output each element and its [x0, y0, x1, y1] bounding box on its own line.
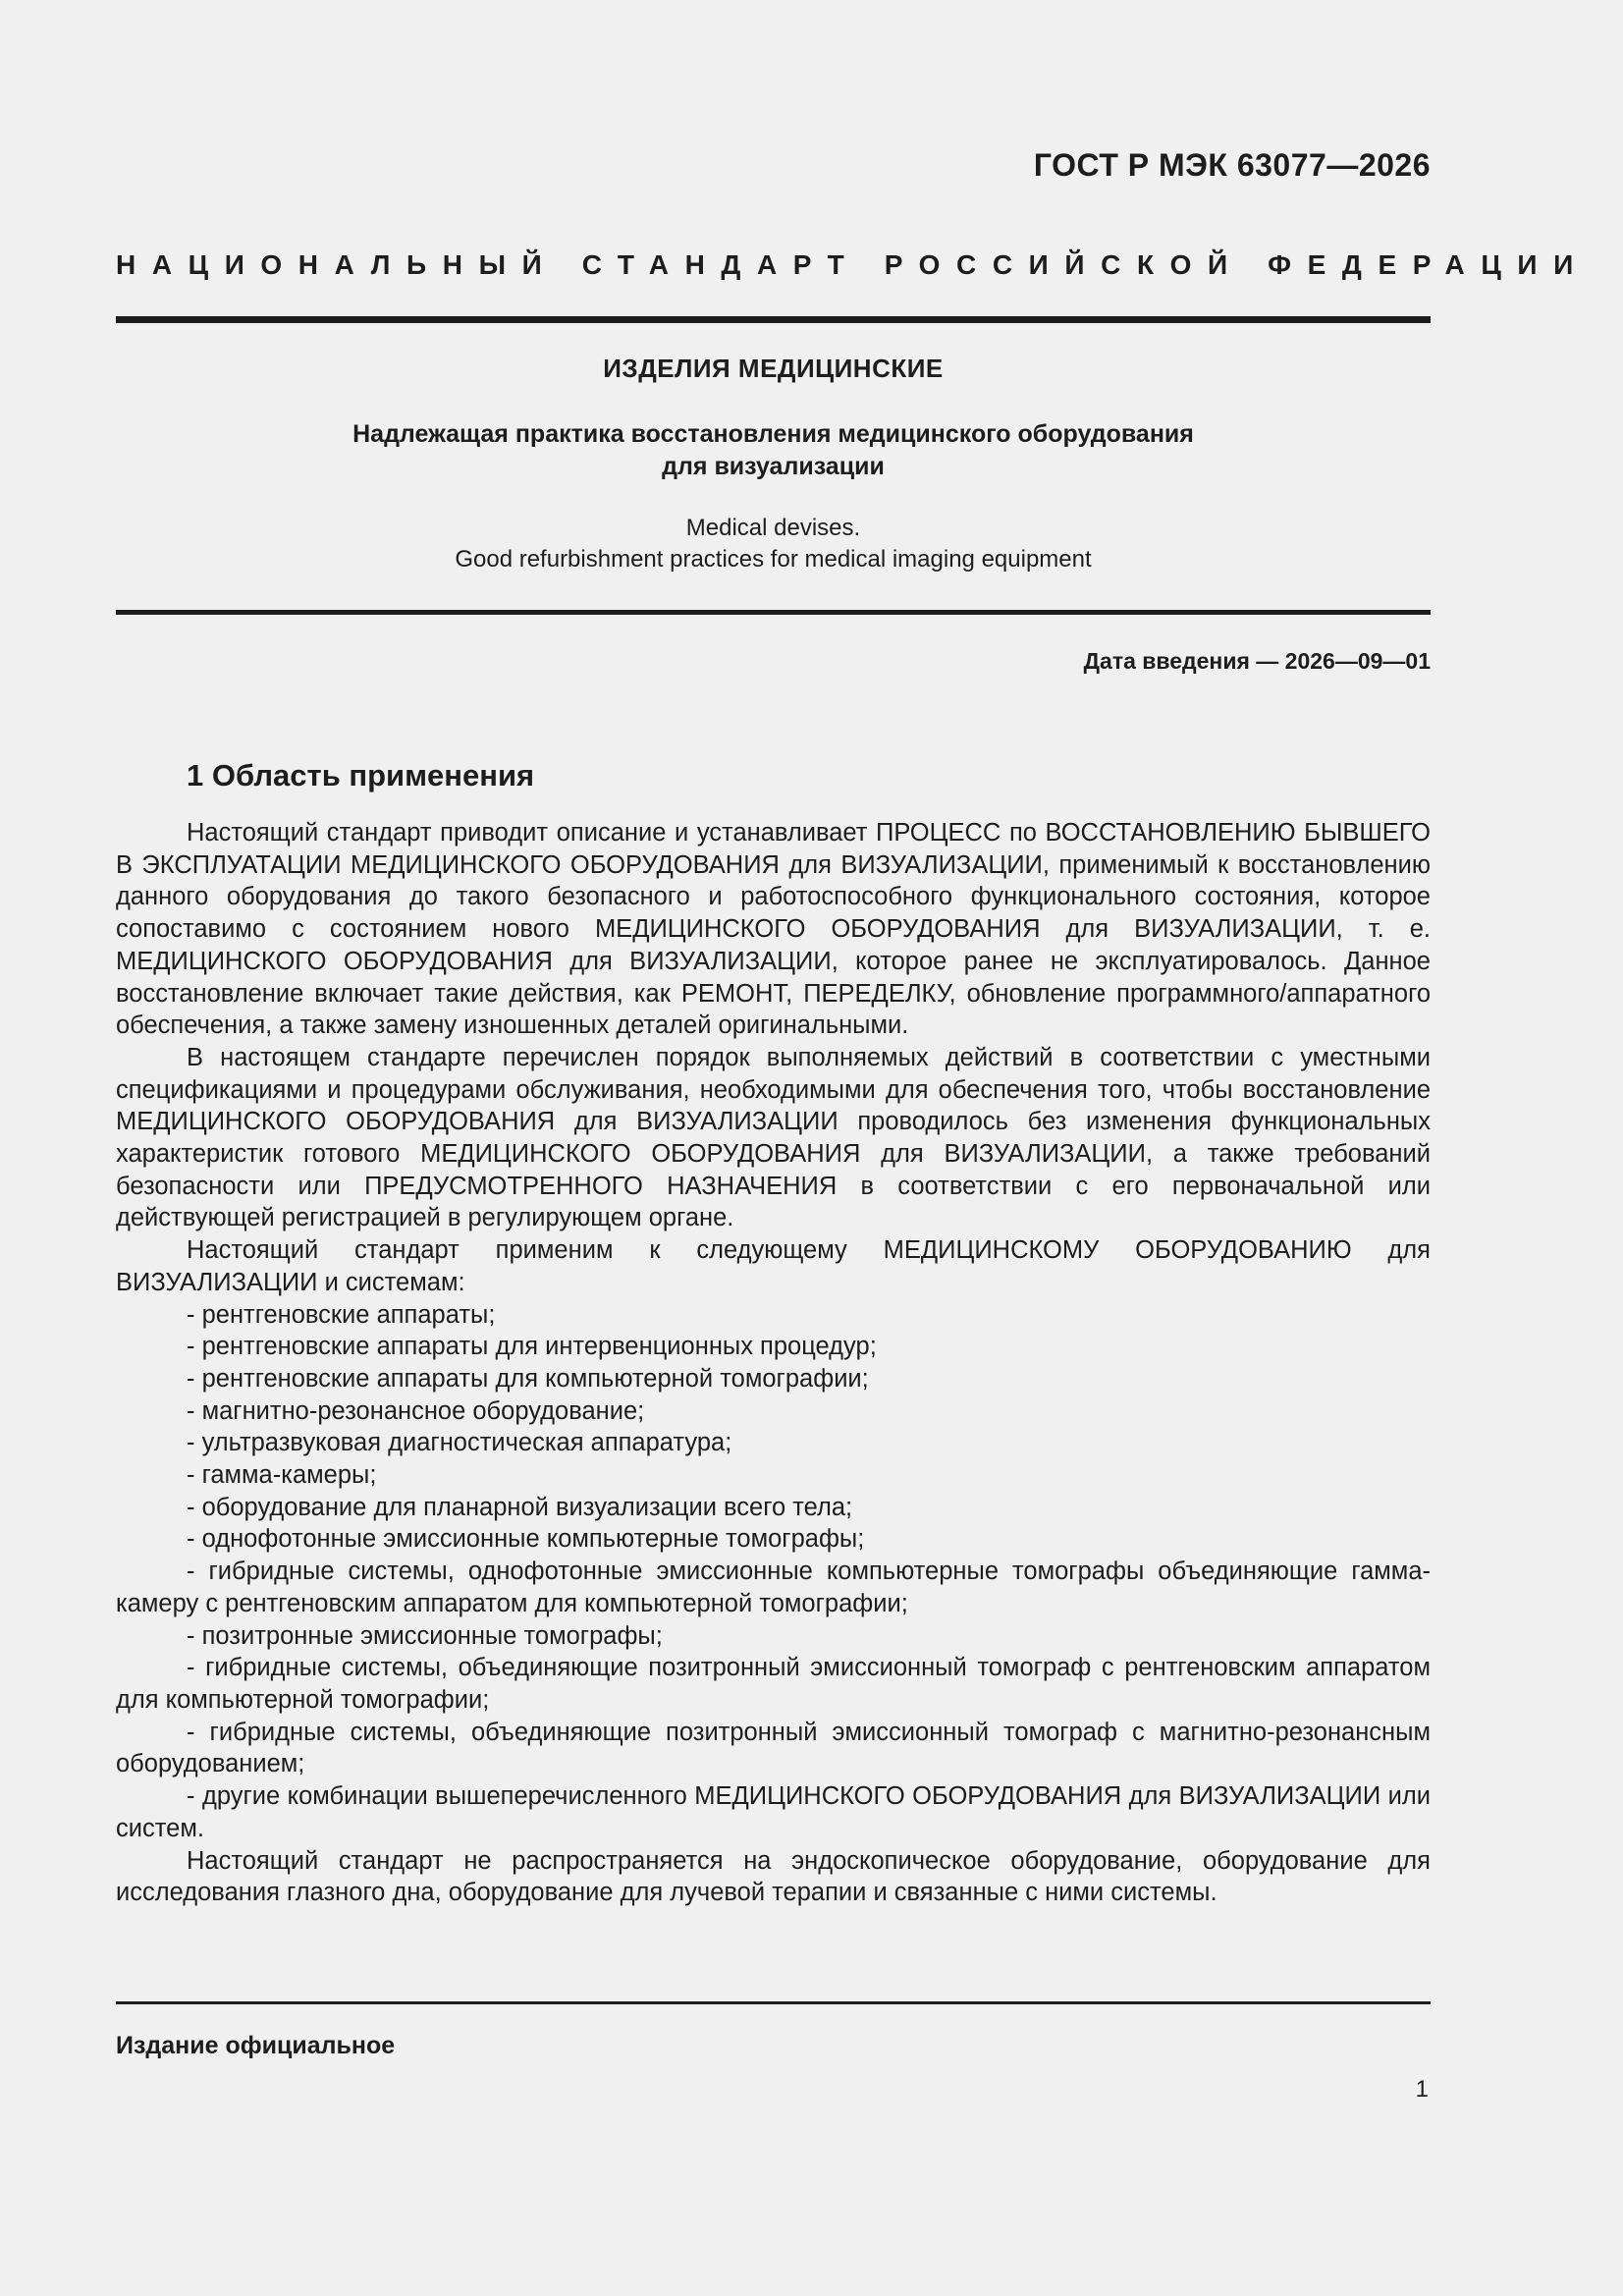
- equipment-list: [116, 1299, 1431, 1845]
- list-item: - магнитно-резонансное оборудование;: [187, 1396, 645, 1425]
- list-item: - ультразвуковая диагностическая аппаратура;: [187, 1429, 732, 1457]
- title-divider: [116, 610, 1431, 615]
- english-title-line-2: Good refurbishment practices for medical imaging equipment: [455, 546, 1092, 573]
- document-subtitle: [116, 418, 1431, 483]
- list-item: - гамма-камеры;: [187, 1461, 377, 1490]
- list-item: - рентгеновские аппараты для интервенционных процедур;: [187, 1333, 877, 1361]
- english-title: [116, 513, 1431, 575]
- subtitle-line-2: для визуализации: [662, 453, 885, 480]
- list-item: - другие комбинации вышеперечисленного МЕДИЦИНСКОГО ОБОРУДОВАНИЯ для ВИЗУАЛИЗАЦИИ или систем.: [116, 1782, 1431, 1842]
- paragraph: Настоящий стандарт применим к следующему МЕДИЦИНСКОМУ ОБОРУДОВАНИЮ для ВИЗУАЛИЗАЦИИ и системам:: [116, 1236, 1431, 1296]
- paragraph: Настоящий стандарт приводит описание и устанавливает ПРОЦЕСС по ВОССТАНОВЛЕНИЮ БЫВШЕГО В ЭКСПЛУАТАЦИИ МЕДИЦИНСКОГО ОБОРУДОВАНИЯ для ВИЗУАЛИЗАЦИИ, применимый к восстановлению данного оборудования до такого безопасного и работоспособного функционального состояния, которое сопоставимо с состоянием нового МЕДИЦИНСКОГО ОБОРУДОВАНИЯ для ВИЗУАЛИЗАЦИИ, т. е. МЕДИЦИНСКОГО ОБОРУДОВАНИЯ для ВИЗУАЛИЗАЦИИ, которое ранее не эксплуатировалось. Данное восстановление включает такие действия, как РЕМОНТ, ПЕРЕДЕЛКУ, обновление программного/аппаратного обеспечения, а также замену изношенных деталей оригинальными.: [116, 819, 1431, 1040]
- list-item: - гибридные системы, объединяющие позитронный эмиссионный томограф с магнитно-резонансным оборудованием;: [116, 1718, 1431, 1778]
- section-body: [116, 817, 1431, 1909]
- introduction-date: Дата введения — 2026—09—01: [1083, 648, 1431, 674]
- list-item: - гибридные системы, однофотонные эмиссионные компьютерные томографы объединяющие гамма-камеру с рентгеновским аппаратом для компьютерной томографии;: [116, 1558, 1431, 1617]
- standard-designation: ГОСТ Р МЭК 63077—2026: [1033, 147, 1431, 183]
- page-number: 1: [1415, 2076, 1429, 2103]
- list-item: - рентгеновские аппараты для компьютерной томографии;: [187, 1364, 869, 1393]
- edition-label: Издание официальное: [116, 2032, 396, 2059]
- list-item: - гибридные системы, объединяющие позитронный эмиссионный томограф с рентгеновским аппаратом для компьютерной томографии;: [116, 1654, 1431, 1714]
- document-title: ИЗДЕЛИЯ МЕДИЦИНСКИЕ: [603, 354, 944, 383]
- list-item: - рентгеновские аппараты;: [187, 1300, 496, 1329]
- section-heading: 1 Область применения: [187, 758, 535, 793]
- list-item: - оборудование для планарной визуализации всего тела;: [187, 1493, 853, 1521]
- national-standard-title: НАЦИОНАЛЬНЫЙ СТАНДАРТ РОССИЙСКОЙ ФЕДЕРАЦИИ: [116, 249, 1590, 280]
- header-divider: [116, 316, 1431, 323]
- paragraph: Настоящий стандарт не распространяется на эндоскопическое оборудование, оборудование для исследования глазного дна, оборудование для лучевой терапии и связанные с ними системы.: [116, 1846, 1431, 1907]
- english-title-line-1: Medical devises.: [685, 515, 861, 541]
- subtitle-line-1: Надлежащая практика восстановления медицинского оборудования: [352, 420, 1194, 448]
- list-item: - однофотонные эмиссионные компьютерные томографы;: [187, 1525, 865, 1554]
- list-item: - позитронные эмиссионные томографы;: [187, 1621, 663, 1650]
- footer-divider: [116, 2001, 1431, 2004]
- paragraph: В настоящем стандарте перечислен порядок выполняемых действий в соответствии с уместными спецификациями и процедурами обслуживания, необходимыми для обеспечения того, чтобы восстановление МЕДИЦИНСКОГО ОБОРУДОВАНИЯ для ВИЗУАЛИЗАЦИИ проводилось без изменения функциональных характеристик готового МЕДИЦИНСКОГО ОБОРУДОВАНИЯ для ВИЗУАЛИЗАЦИИ, а также требований безопасности или ПРЕДУСМОТРЕННОГО НАЗНАЧЕНИЯ в соответствии с его первоначальной или действующей регистрацией в регулирующем органе.: [116, 1043, 1431, 1232]
